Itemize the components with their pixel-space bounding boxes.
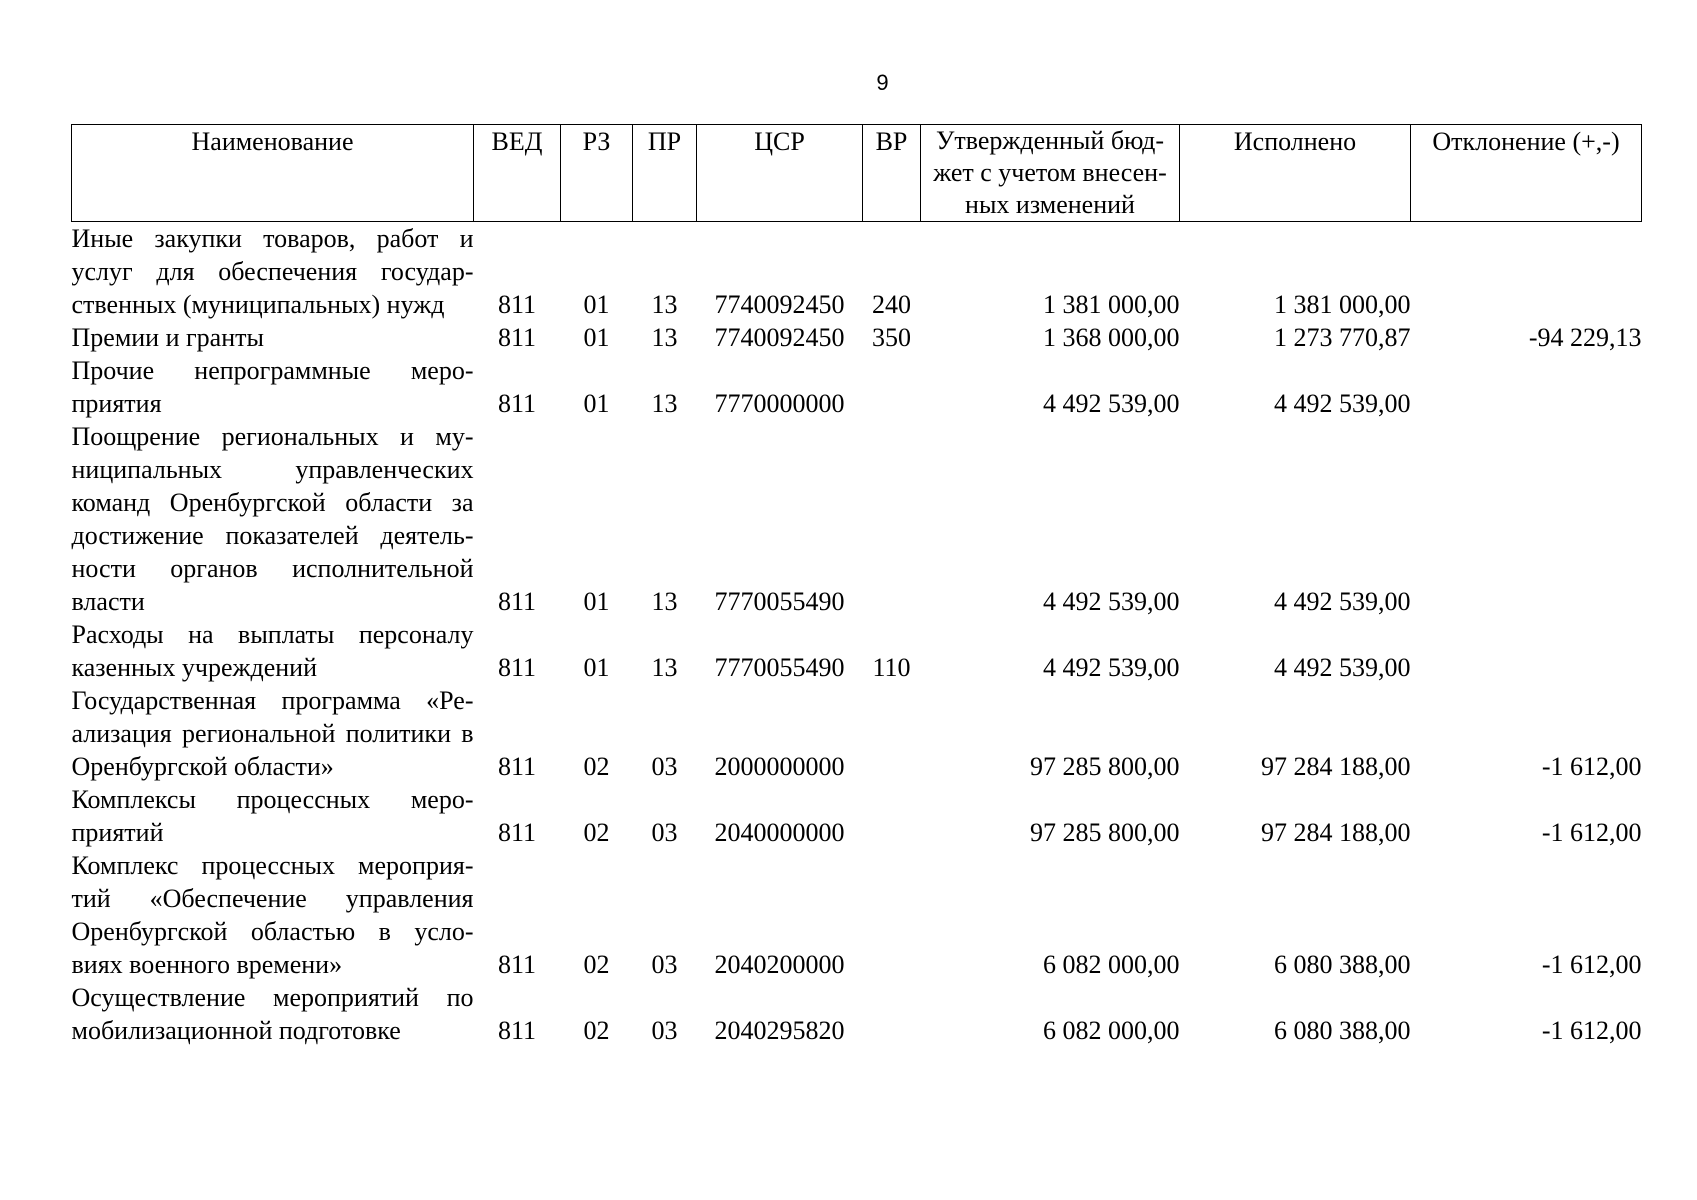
cell-name: Осуществление мероприятий по мобилизационной подготовке: [71, 983, 474, 1045]
cell-ved: 811: [497, 818, 537, 847]
cell-approved-budget: 97 285 800,00: [1030, 818, 1180, 847]
cell-pr: 13: [651, 653, 678, 682]
cell-executed: 4 492 539,00: [1274, 389, 1411, 418]
cell-name: Государственная программа «Ре-ализация региональной политики в Оренбургской области»: [71, 686, 474, 781]
cell-approved-budget: 4 492 539,00: [1043, 389, 1180, 418]
header-deviation: Отклонение (+,-): [1411, 125, 1642, 222]
table-row: [72, 321, 1642, 354]
cell-executed: 97 284 188,00: [1261, 818, 1411, 847]
page-number: 9: [876, 70, 889, 95]
cell-name: Поощрение региональных и му-ниципальных управленческих команд Оренбургской области за достижение показателей деятель-ности органов исполнительной власти: [71, 422, 474, 616]
cell-csr: 7770000000: [714, 389, 845, 418]
cell-rz: 02: [583, 950, 610, 979]
cell-ved: 811: [497, 1016, 537, 1045]
cell-ved: 811: [497, 587, 537, 616]
cell-rz: 01: [583, 653, 610, 682]
cell-rz: 01: [583, 587, 610, 616]
cell-deviation: [1411, 618, 1642, 684]
cell-ved: 811: [497, 323, 537, 352]
cell-approved-budget: 4 492 539,00: [1043, 587, 1180, 616]
table-row: [72, 783, 1642, 849]
cell-ved: 811: [497, 950, 537, 979]
cell-executed: 6 080 388,00: [1274, 1016, 1411, 1045]
cell-deviation: -1 612,00: [1541, 818, 1642, 847]
header-rz: РЗ: [561, 125, 633, 222]
cell-executed: 4 492 539,00: [1274, 653, 1411, 682]
cell-name: Расходы на выплаты персоналу казенных учреждений: [71, 620, 474, 682]
cell-vr: [863, 783, 921, 849]
budget-execution-table: [71, 124, 1642, 1047]
cell-deviation: [1411, 420, 1642, 618]
cell-pr: 03: [651, 950, 678, 979]
table-header-row: [72, 125, 1642, 222]
cell-rz: 01: [583, 290, 610, 319]
cell-executed: 4 492 539,00: [1274, 587, 1411, 616]
cell-pr: 03: [651, 752, 678, 781]
cell-csr: 2040295820: [714, 1016, 845, 1045]
cell-rz: 02: [583, 1016, 610, 1045]
cell-approved-budget: 1 368 000,00: [1043, 323, 1180, 352]
cell-executed: 1 273 770,87: [1274, 323, 1411, 352]
cell-vr: [863, 420, 921, 618]
header-ved: ВЕД: [474, 125, 561, 222]
cell-ved: 811: [497, 290, 537, 319]
cell-pr: 13: [651, 587, 678, 616]
cell-executed: 97 284 188,00: [1261, 752, 1411, 781]
cell-pr: 13: [651, 389, 678, 418]
cell-vr: [863, 354, 921, 420]
cell-deviation: -1 612,00: [1541, 752, 1642, 781]
cell-pr: 13: [651, 290, 678, 319]
cell-name: Комплекс процессных мероприя-тий «Обеспечение управления Оренбургской областью в усло-виях военного времени»: [71, 851, 474, 979]
cell-deviation: -94 229,13: [1528, 323, 1642, 352]
cell-approved-budget: 4 492 539,00: [1043, 653, 1180, 682]
header-vr: ВР: [863, 125, 921, 222]
table-row: [72, 354, 1642, 420]
cell-executed: 6 080 388,00: [1274, 950, 1411, 979]
cell-csr: 2000000000: [714, 752, 845, 781]
table-row: [72, 222, 1642, 322]
cell-approved-budget: 1 381 000,00: [1043, 290, 1180, 319]
cell-vr: 350: [872, 323, 911, 352]
cell-deviation: [1411, 222, 1642, 322]
cell-vr: [863, 849, 921, 981]
cell-pr: 13: [651, 323, 678, 352]
cell-csr: 7770055490: [714, 587, 845, 616]
cell-ved: 811: [497, 752, 537, 781]
cell-vr: 110: [872, 653, 911, 682]
cell-approved-budget: 6 082 000,00: [1043, 950, 1180, 979]
header-executed: Исполнено: [1180, 125, 1411, 222]
cell-deviation: -1 612,00: [1541, 950, 1642, 979]
cell-ved: 811: [497, 653, 537, 682]
cell-pr: 03: [651, 1016, 678, 1045]
cell-deviation: -1 612,00: [1541, 1016, 1642, 1045]
cell-name: Комплексы процессных меро-приятий: [71, 785, 474, 847]
cell-vr: [863, 981, 921, 1047]
cell-name: Прочие непрограммные меро-приятия: [71, 356, 474, 418]
table-row: [72, 420, 1642, 618]
header-pr: ПР: [633, 125, 697, 222]
cell-csr: 7740092450: [714, 323, 845, 352]
cell-vr: 240: [872, 290, 911, 319]
header-name: Наименование: [72, 125, 474, 222]
header-approved-budget: Утвержденный бюд-жет с учетом внесен-ных изменений: [921, 125, 1180, 222]
cell-approved-budget: 6 082 000,00: [1043, 1016, 1180, 1045]
cell-rz: 01: [583, 389, 610, 418]
cell-csr: 7740092450: [714, 290, 845, 319]
cell-executed: 1 381 000,00: [1274, 290, 1411, 319]
cell-csr: 2040200000: [714, 950, 845, 979]
cell-name: Премии и гранты: [71, 323, 264, 352]
cell-csr: 2040000000: [714, 818, 845, 847]
header-csr: ЦСР: [697, 125, 863, 222]
cell-vr: [863, 684, 921, 783]
table-row: [72, 981, 1642, 1047]
cell-pr: 03: [651, 818, 678, 847]
cell-rz: 01: [583, 323, 610, 352]
cell-rz: 02: [583, 818, 610, 847]
cell-ved: 811: [497, 389, 537, 418]
table-row: [72, 849, 1642, 981]
cell-deviation: [1411, 354, 1642, 420]
cell-approved-budget: 97 285 800,00: [1030, 752, 1180, 781]
table-row: [72, 684, 1642, 783]
cell-name: Иные закупки товаров, работ и услуг для обеспечения государ-ственных (муниципальных) нужд: [71, 224, 474, 319]
cell-rz: 02: [583, 752, 610, 781]
table-row: [72, 618, 1642, 684]
cell-csr: 7770055490: [714, 653, 845, 682]
